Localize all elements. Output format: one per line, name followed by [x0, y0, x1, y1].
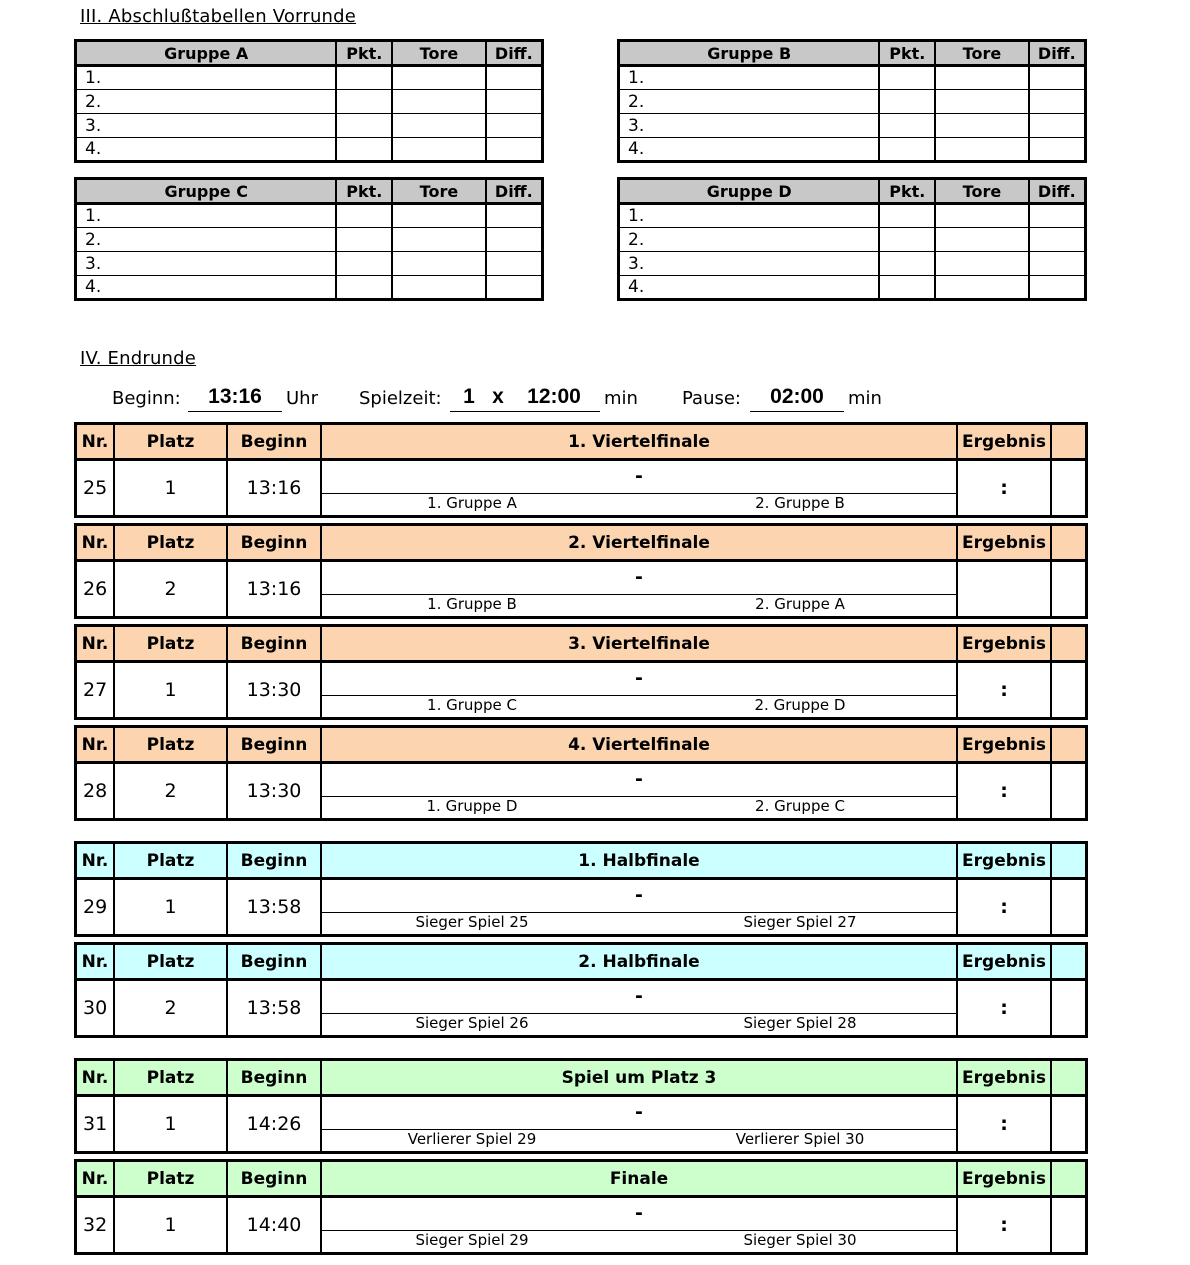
tore-cell[interactable] [935, 276, 1028, 300]
team-away: Sieger Spiel 30 [743, 1231, 857, 1249]
match-nr: 25 [77, 461, 115, 515]
team-home: 1. Gruppe D [426, 797, 518, 815]
match-block [74, 725, 1088, 821]
team-separator: - [635, 985, 643, 1007]
tore-cell[interactable] [935, 252, 1028, 276]
match-teams [322, 663, 958, 717]
tore-cell[interactable] [935, 90, 1028, 114]
rank-cell: 1. [619, 204, 880, 228]
group-table-d [617, 177, 1087, 301]
match-title: 2. Halbfinale [322, 945, 958, 978]
match-row [77, 1097, 1085, 1151]
match-extra[interactable] [1052, 981, 1085, 1035]
header-nr: Nr. [77, 425, 115, 458]
team-away: 2. Gruppe D [754, 696, 846, 714]
match-row [77, 461, 1085, 515]
match-beginn: 14:26 [228, 1097, 322, 1151]
rank-cell: 4. [76, 276, 337, 300]
spielzeit-unit: min [604, 388, 638, 409]
pkt-cell[interactable] [879, 252, 935, 276]
match-row [77, 764, 1085, 818]
timing-info [112, 384, 1012, 414]
match-title: 1. Viertelfinale [322, 425, 958, 458]
spielzeit-label: Spielzeit: [359, 388, 442, 409]
match-beginn: 13:30 [228, 764, 322, 818]
header-platz: Platz [115, 728, 228, 761]
diff-cell[interactable] [486, 252, 543, 276]
header-platz: Platz [115, 526, 228, 559]
col-tore: Tore [392, 41, 485, 66]
header-beginn: Beginn [228, 945, 322, 978]
match-block [74, 942, 1088, 1038]
diff-cell[interactable] [1029, 276, 1086, 300]
team-away: Sieger Spiel 28 [743, 1014, 857, 1032]
tore-cell[interactable] [392, 66, 485, 90]
diff-cell[interactable] [486, 114, 543, 138]
match-nr: 28 [77, 764, 115, 818]
team-home: 1. Gruppe A [427, 494, 517, 512]
match-extra[interactable] [1052, 1198, 1085, 1252]
match-teams [322, 880, 958, 934]
match-header [77, 1061, 1085, 1097]
match-header [77, 627, 1085, 663]
section3-title: III. Abschlußtabellen Vorrunde [80, 6, 357, 27]
match-beginn: 14:40 [228, 1198, 322, 1252]
team-away: Sieger Spiel 27 [743, 913, 857, 931]
match-teams [322, 1198, 958, 1252]
match-row [77, 1198, 1085, 1252]
diff-cell[interactable] [486, 66, 543, 90]
pkt-cell[interactable] [336, 66, 392, 90]
col-tore: Tore [392, 179, 485, 204]
diff-cell[interactable] [486, 90, 543, 114]
match-platz: 2 [115, 981, 228, 1035]
team-home: Sieger Spiel 26 [415, 1014, 529, 1032]
pkt-cell[interactable] [879, 114, 935, 138]
match-block [74, 1159, 1088, 1255]
match-platz: 2 [115, 562, 228, 616]
header-nr: Nr. [77, 1061, 115, 1094]
tore-cell[interactable] [392, 228, 485, 252]
group-name: Gruppe D [619, 179, 880, 204]
col-pkt: Pkt. [879, 41, 935, 66]
match-extra[interactable] [1052, 461, 1085, 515]
header-platz: Platz [115, 1061, 228, 1094]
header-extra [1052, 627, 1085, 660]
spielzeit-count[interactable]: 1 [450, 385, 488, 412]
team-home: Sieger Spiel 29 [415, 1231, 529, 1249]
pkt-cell[interactable] [336, 276, 392, 300]
header-nr: Nr. [77, 728, 115, 761]
header-beginn: Beginn [228, 1162, 322, 1195]
tore-cell[interactable] [392, 114, 485, 138]
match-result[interactable]: : [958, 880, 1052, 934]
header-extra [1052, 425, 1085, 458]
match-platz: 1 [115, 663, 228, 717]
match-teams [322, 461, 958, 515]
header-platz: Platz [115, 844, 228, 877]
team-home: Sieger Spiel 25 [415, 913, 529, 931]
header-ergebnis: Ergebnis [958, 425, 1052, 458]
header-ergebnis: Ergebnis [958, 1162, 1052, 1195]
match-platz: 1 [115, 1097, 228, 1151]
match-header [77, 844, 1085, 880]
header-platz: Platz [115, 1162, 228, 1195]
rank-cell: 4. [619, 276, 880, 300]
col-tore: Tore [935, 41, 1028, 66]
match-title: Spiel um Platz 3 [322, 1061, 958, 1094]
match-teams [322, 981, 958, 1035]
match-beginn: 13:58 [228, 981, 322, 1035]
header-extra [1052, 1061, 1085, 1094]
diff-cell[interactable] [1029, 228, 1086, 252]
tore-cell[interactable] [935, 228, 1028, 252]
match-result[interactable]: : [958, 1097, 1052, 1151]
pause-value[interactable]: 02:00 [750, 385, 844, 412]
tore-cell[interactable] [392, 252, 485, 276]
match-nr: 31 [77, 1097, 115, 1151]
header-beginn: Beginn [228, 627, 322, 660]
col-diff: Diff. [486, 179, 543, 204]
beginn-label: Beginn: [112, 388, 181, 409]
pkt-cell[interactable] [336, 204, 392, 228]
header-nr: Nr. [77, 627, 115, 660]
header-nr: Nr. [77, 945, 115, 978]
diff-cell[interactable] [1029, 66, 1086, 90]
header-ergebnis: Ergebnis [958, 945, 1052, 978]
header-nr: Nr. [77, 526, 115, 559]
tore-cell[interactable] [935, 138, 1028, 162]
tore-cell[interactable] [935, 114, 1028, 138]
team-separator: - [635, 1202, 643, 1224]
col-diff: Diff. [1029, 41, 1086, 66]
team-away: 2. Gruppe C [755, 797, 845, 815]
match-beginn: 13:58 [228, 880, 322, 934]
match-extra[interactable] [1052, 880, 1085, 934]
group-name: Gruppe A [76, 41, 337, 66]
match-result[interactable]: : [958, 663, 1052, 717]
diff-cell[interactable] [1029, 114, 1086, 138]
header-beginn: Beginn [228, 844, 322, 877]
beginn-value[interactable]: 13:16 [188, 385, 282, 412]
pkt-cell[interactable] [336, 228, 392, 252]
match-title: 3. Viertelfinale [322, 627, 958, 660]
match-platz: 1 [115, 461, 228, 515]
col-diff: Diff. [1029, 179, 1086, 204]
col-tore: Tore [935, 179, 1028, 204]
match-title: 2. Viertelfinale [322, 526, 958, 559]
team-separator: - [635, 667, 643, 689]
rank-cell: 1. [76, 204, 337, 228]
rank-cell: 2. [619, 228, 880, 252]
team-home: 1. Gruppe B [427, 595, 517, 613]
pkt-cell[interactable] [336, 90, 392, 114]
header-ergebnis: Ergebnis [958, 844, 1052, 877]
header-ergebnis: Ergebnis [958, 1061, 1052, 1094]
rank-cell: 3. [76, 114, 337, 138]
match-block [74, 1058, 1088, 1154]
match-beginn: 13:30 [228, 663, 322, 717]
col-pkt: Pkt. [336, 41, 392, 66]
match-result[interactable] [958, 562, 1052, 616]
pkt-cell[interactable] [336, 114, 392, 138]
match-title: 4. Viertelfinale [322, 728, 958, 761]
match-nr: 29 [77, 880, 115, 934]
match-nr: 30 [77, 981, 115, 1035]
match-nr: 32 [77, 1198, 115, 1252]
header-platz: Platz [115, 425, 228, 458]
header-ergebnis: Ergebnis [958, 728, 1052, 761]
rank-cell: 2. [619, 90, 880, 114]
team-home: 1. Gruppe C [427, 696, 517, 714]
pkt-cell[interactable] [879, 276, 935, 300]
match-teams [322, 764, 958, 818]
match-beginn: 13:16 [228, 461, 322, 515]
match-platz: 2 [115, 764, 228, 818]
match-header [77, 728, 1085, 764]
match-row [77, 562, 1085, 616]
match-row [77, 981, 1085, 1035]
team-separator: - [635, 465, 643, 487]
tore-cell[interactable] [392, 90, 485, 114]
pause-label: Pause: [682, 388, 742, 409]
rank-cell: 4. [76, 138, 337, 162]
header-beginn: Beginn [228, 1061, 322, 1094]
header-extra [1052, 728, 1085, 761]
beginn-unit: Uhr [286, 388, 318, 409]
diff-cell[interactable] [486, 228, 543, 252]
match-block [74, 841, 1088, 937]
match-block [74, 523, 1088, 619]
match-nr: 26 [77, 562, 115, 616]
match-header [77, 945, 1085, 981]
match-title: Finale [322, 1162, 958, 1195]
pkt-cell[interactable] [879, 228, 935, 252]
col-pkt: Pkt. [879, 179, 935, 204]
diff-cell[interactable] [1029, 138, 1086, 162]
match-header [77, 425, 1085, 461]
group-name: Gruppe C [76, 179, 337, 204]
diff-cell[interactable] [486, 204, 543, 228]
match-extra[interactable] [1052, 1097, 1085, 1151]
header-platz: Platz [115, 627, 228, 660]
group-table-a [74, 39, 544, 163]
pkt-cell[interactable] [879, 138, 935, 162]
spielzeit-x: x [488, 385, 508, 412]
team-home: Verlierer Spiel 29 [407, 1130, 537, 1148]
rank-cell: 3. [76, 252, 337, 276]
header-ergebnis: Ergebnis [958, 526, 1052, 559]
team-separator: - [635, 1101, 643, 1123]
header-beginn: Beginn [228, 526, 322, 559]
match-extra[interactable] [1052, 562, 1085, 616]
tore-cell[interactable] [392, 276, 485, 300]
header-extra [1052, 844, 1085, 877]
match-result[interactable]: : [958, 461, 1052, 515]
match-result[interactable]: : [958, 981, 1052, 1035]
header-extra [1052, 526, 1085, 559]
pkt-cell[interactable] [336, 138, 392, 162]
match-header [77, 1162, 1085, 1198]
match-result[interactable]: : [958, 764, 1052, 818]
team-separator: - [635, 884, 643, 906]
team-separator: - [635, 768, 643, 790]
pause-unit: min [848, 388, 882, 409]
rank-cell: 1. [76, 66, 337, 90]
pkt-cell[interactable] [336, 252, 392, 276]
diff-cell[interactable] [1029, 252, 1086, 276]
team-away: Verlierer Spiel 30 [735, 1130, 865, 1148]
header-beginn: Beginn [228, 728, 322, 761]
pkt-cell[interactable] [879, 90, 935, 114]
match-title: 1. Halbfinale [322, 844, 958, 877]
header-extra [1052, 1162, 1085, 1195]
col-pkt: Pkt. [336, 179, 392, 204]
match-teams [322, 1097, 958, 1151]
match-result[interactable]: : [958, 1198, 1052, 1252]
group-table-b [617, 39, 1087, 163]
tore-cell[interactable] [935, 204, 1028, 228]
pkt-cell[interactable] [879, 204, 935, 228]
col-diff: Diff. [486, 41, 543, 66]
header-nr: Nr. [77, 1162, 115, 1195]
diff-cell[interactable] [1029, 204, 1086, 228]
match-platz: 1 [115, 880, 228, 934]
header-extra [1052, 945, 1085, 978]
match-row [77, 880, 1085, 934]
match-block [74, 624, 1088, 720]
diff-cell[interactable] [1029, 90, 1086, 114]
team-away: 2. Gruppe A [755, 595, 845, 613]
rank-cell: 4. [619, 138, 880, 162]
diff-cell[interactable] [486, 276, 543, 300]
rank-cell: 2. [76, 228, 337, 252]
group-name: Gruppe B [619, 41, 880, 66]
header-platz: Platz [115, 945, 228, 978]
match-platz: 1 [115, 1198, 228, 1252]
team-away: 2. Gruppe B [755, 494, 845, 512]
section4-title: IV. Endrunde [80, 348, 197, 369]
match-nr: 27 [77, 663, 115, 717]
match-extra[interactable] [1052, 764, 1085, 818]
tore-cell[interactable] [935, 66, 1028, 90]
rank-cell: 1. [619, 66, 880, 90]
rank-cell: 3. [619, 252, 880, 276]
pkt-cell[interactable] [879, 66, 935, 90]
header-nr: Nr. [77, 844, 115, 877]
team-separator: - [635, 566, 643, 588]
group-table-c [74, 177, 544, 301]
spielzeit-value[interactable]: 12:00 [508, 385, 600, 412]
tore-cell[interactable] [392, 204, 485, 228]
match-beginn: 13:16 [228, 562, 322, 616]
diff-cell[interactable] [486, 138, 543, 162]
match-header [77, 526, 1085, 562]
rank-cell: 3. [619, 114, 880, 138]
header-beginn: Beginn [228, 425, 322, 458]
match-teams [322, 562, 958, 616]
rank-cell: 2. [76, 90, 337, 114]
tore-cell[interactable] [392, 138, 485, 162]
match-row [77, 663, 1085, 717]
match-block [74, 422, 1088, 518]
header-ergebnis: Ergebnis [958, 627, 1052, 660]
match-extra[interactable] [1052, 663, 1085, 717]
